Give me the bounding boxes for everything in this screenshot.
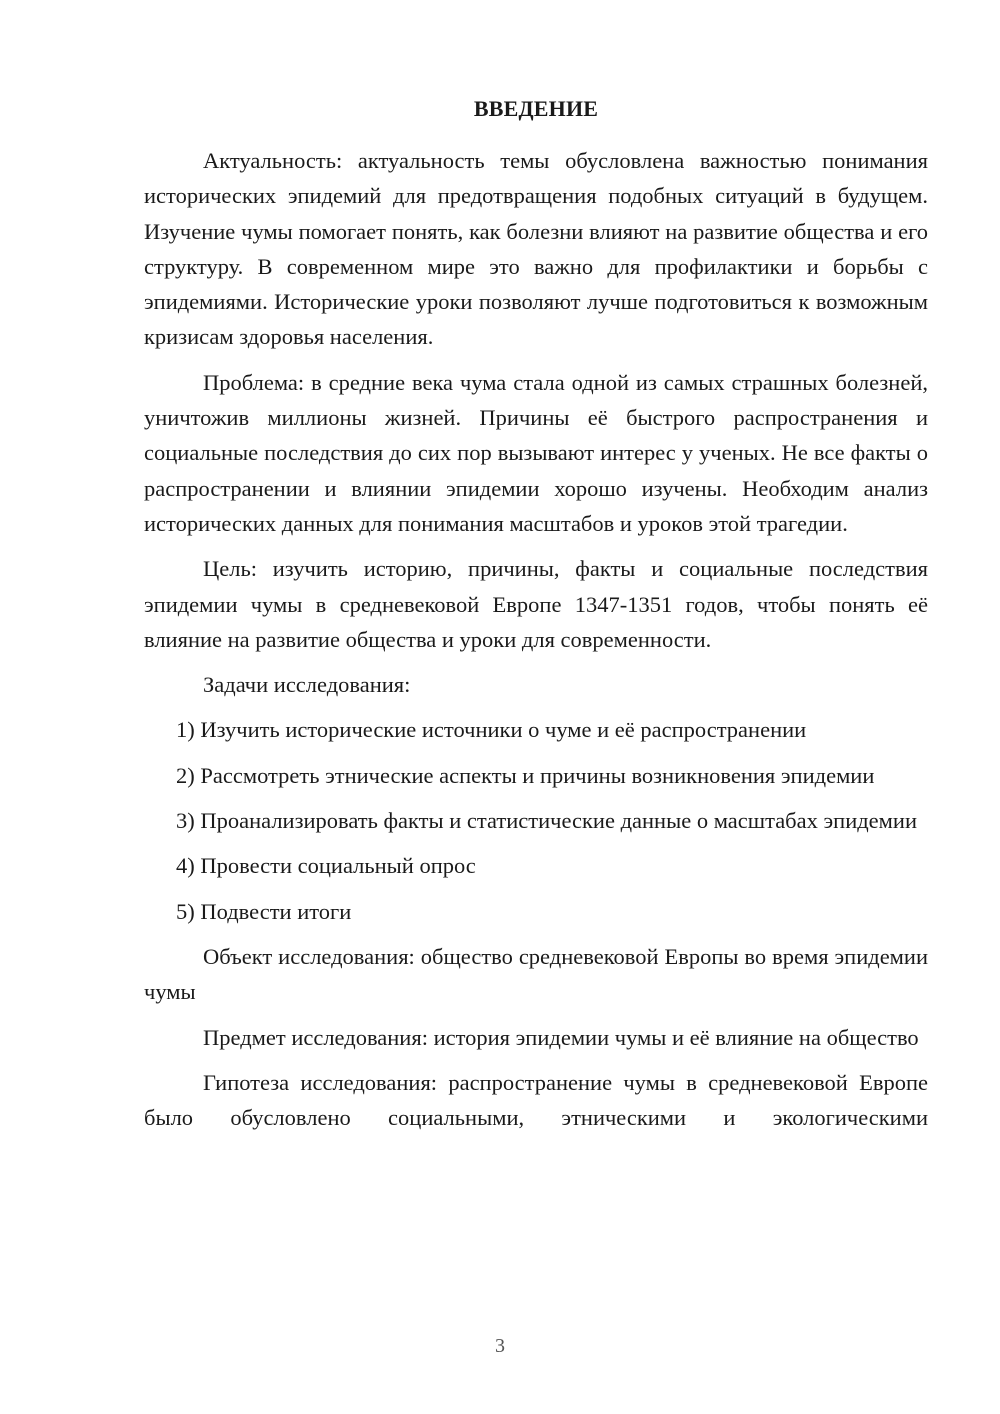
paragraph-subject: Предмет исследования: история эпидемии чумы и её влияние на общество: [203, 1024, 919, 1050]
paragraph-object: Объект исследования: общество средневековой Европы во время эпидемии чумы: [144, 943, 928, 1005]
tasks-heading: Задачи исследования:: [203, 672, 411, 698]
paragraph-hypothesis: Гипотеза исследования: распространение чумы в средневековой Европе было обусловлено социальными, этническими и экологическими: [144, 1069, 928, 1131]
task-item: 4) Провести социальный опрос: [176, 853, 476, 879]
task-item: 1) Изучить исторические источники о чуме и её распространении: [176, 717, 807, 743]
paragraph-relevance: Актуальность: актуальность темы обусловлена важностью понимания исторических эпидемий для предотвращения подобных ситуаций в будущем. Изучение чумы помогает понять, как болезни влияют на развитие общества и его структуру. В современном мире это важно для профилактики и борьбы с эпидемиями. Исторические уроки позволяют лучше подготовиться к возможным кризисам здоровья населения.: [144, 148, 928, 350]
task-item: 2) Рассмотреть этнические аспекты и причины возникновения эпидемии: [176, 762, 875, 788]
page-number: 3: [495, 1335, 505, 1357]
document-body: [144, 143, 928, 1135]
task-item: 5) Подвести итоги: [176, 898, 352, 924]
paragraph-goal: Цель: изучить историю, причины, факты и социальные последствия эпидемии чумы в средневековой Европе 1347-1351 годов, чтобы понять её влияние на развитие общества и уроки для современности.: [144, 556, 928, 652]
page-title: ВВЕДЕНИЕ: [473, 96, 599, 121]
task-item: 3) Проанализировать факты и статистические данные о масштабах эпидемии: [176, 808, 917, 834]
paragraph-problem: Проблема: в средние века чума стала одной из самых страшных болезней, уничтожив миллионы жизней. Причины её быстрого распространения и социальные последствия до сих пор вызывают интерес у ученых. Не все факты о распространении и влиянии эпидемии хорошо изучены. Необходим анализ исторических данных для понимания масштабов и уроков этой трагедии.: [144, 369, 928, 536]
